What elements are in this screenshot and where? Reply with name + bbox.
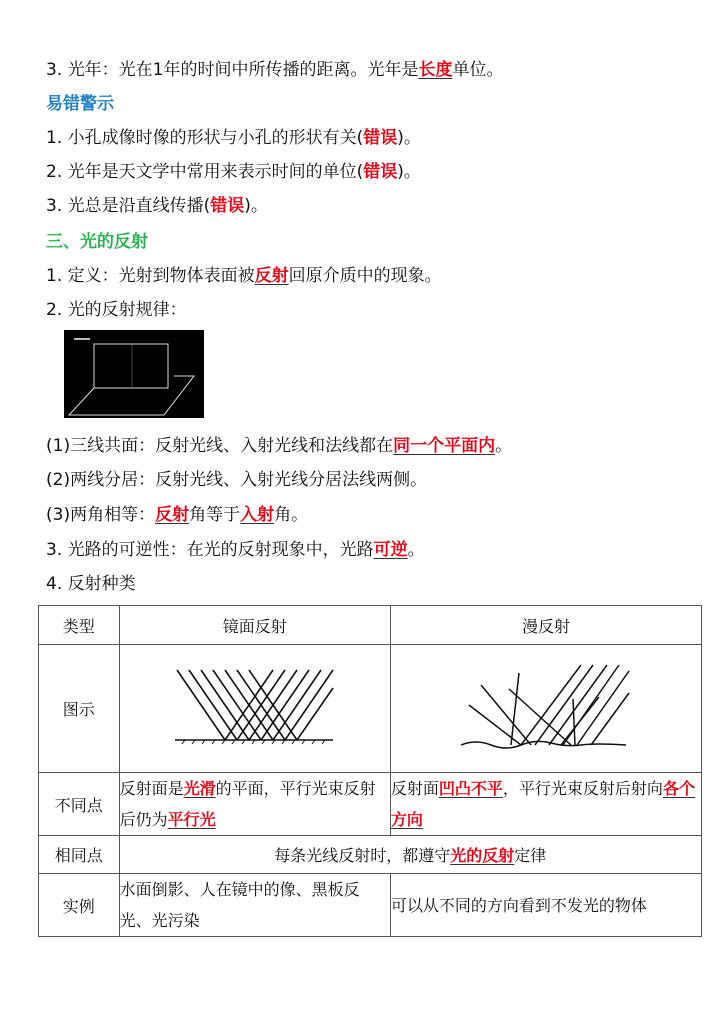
law-equal-angles: (3)两角相等：反射角等于入射角。 (46, 505, 309, 525)
law-two-sides: (2)两线分居：反射光线、入射光线分居法线两侧。 (46, 470, 428, 490)
table-row-similarity (39, 836, 702, 874)
specular-examples: 水面倒影、人在镜中的像、黑板反光、光污染 (119, 874, 390, 937)
table-header-row (39, 606, 702, 645)
specular-difference: 反射面是光滑的平面，平行光束反射后仍为平行光 (119, 773, 390, 836)
section-heading-reflection: 三、光的反射 (46, 232, 148, 252)
reversibility-line: 3. 光路的可逆性：在光的反射现象中，光路可逆。 (46, 540, 425, 560)
section-heading-mistakes: 易错警示 (46, 94, 114, 114)
mistake-item-2: 2. 光年是天文学中常用来表示时间的单位(错误)。 (46, 162, 421, 182)
law-coplanar: (1)三线共面：反射光线、入射光线和法线都在同一个平面内。 (46, 436, 513, 456)
row-label: 相同点 (39, 836, 120, 874)
answer-blank: 长度 (418, 60, 453, 80)
diffuse-examples: 可以从不同的方向看到不发光的物体 (390, 874, 701, 937)
row-label: 不同点 (39, 773, 120, 836)
row-label: 图示 (39, 645, 120, 773)
reflection-types-title: 4. 反射种类 (46, 574, 136, 594)
header-type: 类型 (39, 606, 120, 645)
header-specular: 镜面反射 (119, 606, 390, 645)
table-row-examples (39, 874, 702, 937)
diffuse-reflection-diagram-icon (390, 645, 701, 773)
reflection-law-title: 2. 光的反射规律： (46, 300, 187, 320)
row-label: 实例 (39, 874, 120, 937)
mistake-item-1: 1. 小孔成像时像的形状与小孔的形状有关(错误)。 (46, 128, 421, 148)
table-row-differences (39, 773, 702, 836)
light-year-line: 3. 光年：光在1年的时间中所传播的距离。光年是长度单位。 (46, 60, 504, 80)
definition-line: 1. 定义：光射到物体表面被反射回原介质中的现象。 (46, 266, 442, 286)
reflection-types-table (38, 605, 702, 937)
similarity-text: 每条光线反射时，都遵守光的反射定律 (119, 836, 701, 874)
header-diffuse: 漫反射 (390, 606, 701, 645)
diffuse-difference: 反射面凹凸不平，平行光束反射后射向各个方向 (390, 773, 701, 836)
coplanar-diagram-image (64, 330, 204, 418)
specular-reflection-diagram-icon (119, 645, 390, 773)
table-row-diagram (39, 645, 702, 773)
mistake-item-3: 3. 光总是沿直线传播(错误)。 (46, 196, 268, 216)
